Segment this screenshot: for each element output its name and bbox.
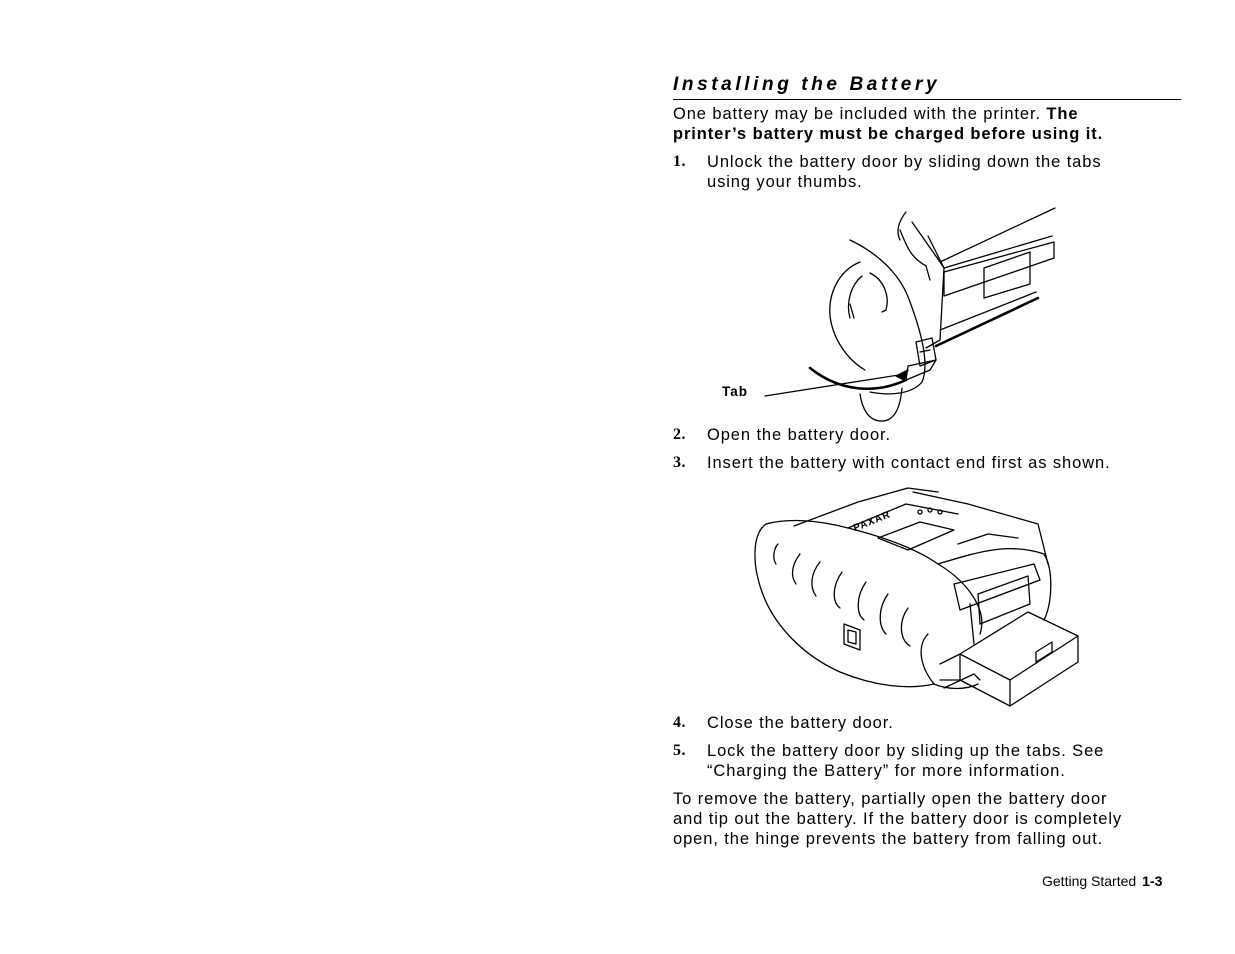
page-footer [1042, 873, 1162, 889]
step-text-line-1: Lock the battery door by sliding up the tabs. See [707, 742, 1105, 760]
step-number: 4. [673, 714, 686, 731]
step-text-line-1: Unlock the battery door by sliding down the tabs [707, 153, 1102, 171]
step-text-line-2: “Charging the Battery” for more information. [707, 762, 1066, 780]
title-rule [673, 99, 1181, 100]
step-text: Open the battery door. [707, 426, 891, 444]
printer-brand-mark: PAXAR [852, 509, 893, 535]
footer-section-name: Getting Started [1042, 873, 1137, 889]
intro-bold-text-1: The [1046, 105, 1079, 123]
step-2 [673, 425, 1183, 445]
step-text [707, 741, 1183, 781]
closing-line-2: and tip out the battery. If the battery door is completely [673, 810, 1123, 828]
intro-paragraph [673, 104, 1183, 144]
page-number: 1-3 [1142, 873, 1163, 889]
step-number: 5. [673, 742, 686, 759]
section-title: Installing the Battery [673, 74, 941, 95]
closing-line-3: open, the hinge prevents the battery from falling out. [673, 830, 1104, 848]
closing-paragraph [673, 789, 1183, 849]
step-number: 2. [673, 426, 686, 443]
closing-line-1: To remove the battery, partially open the battery door [673, 790, 1108, 808]
tab-callout-label: Tab [722, 384, 748, 399]
step-4 [673, 713, 1183, 733]
intro-plain-text: One battery may be included with the printer. [673, 105, 1047, 123]
battery-door-tab-illustration [700, 200, 1070, 428]
step-3 [673, 453, 1183, 473]
step-text: Close the battery door. [707, 714, 894, 732]
step-text [707, 152, 1183, 192]
step-1 [673, 152, 1183, 192]
printer-battery-insertion-illustration [748, 484, 1084, 712]
step-5 [673, 741, 1183, 781]
step-number: 3. [673, 454, 686, 471]
intro-bold-text-2: printer’s battery must be charged before using it. [673, 125, 1104, 143]
step-number: 1. [673, 153, 686, 170]
step-text-line-2: using your thumbs. [707, 173, 863, 191]
step-text: Insert the battery with contact end first as shown. [707, 454, 1111, 472]
